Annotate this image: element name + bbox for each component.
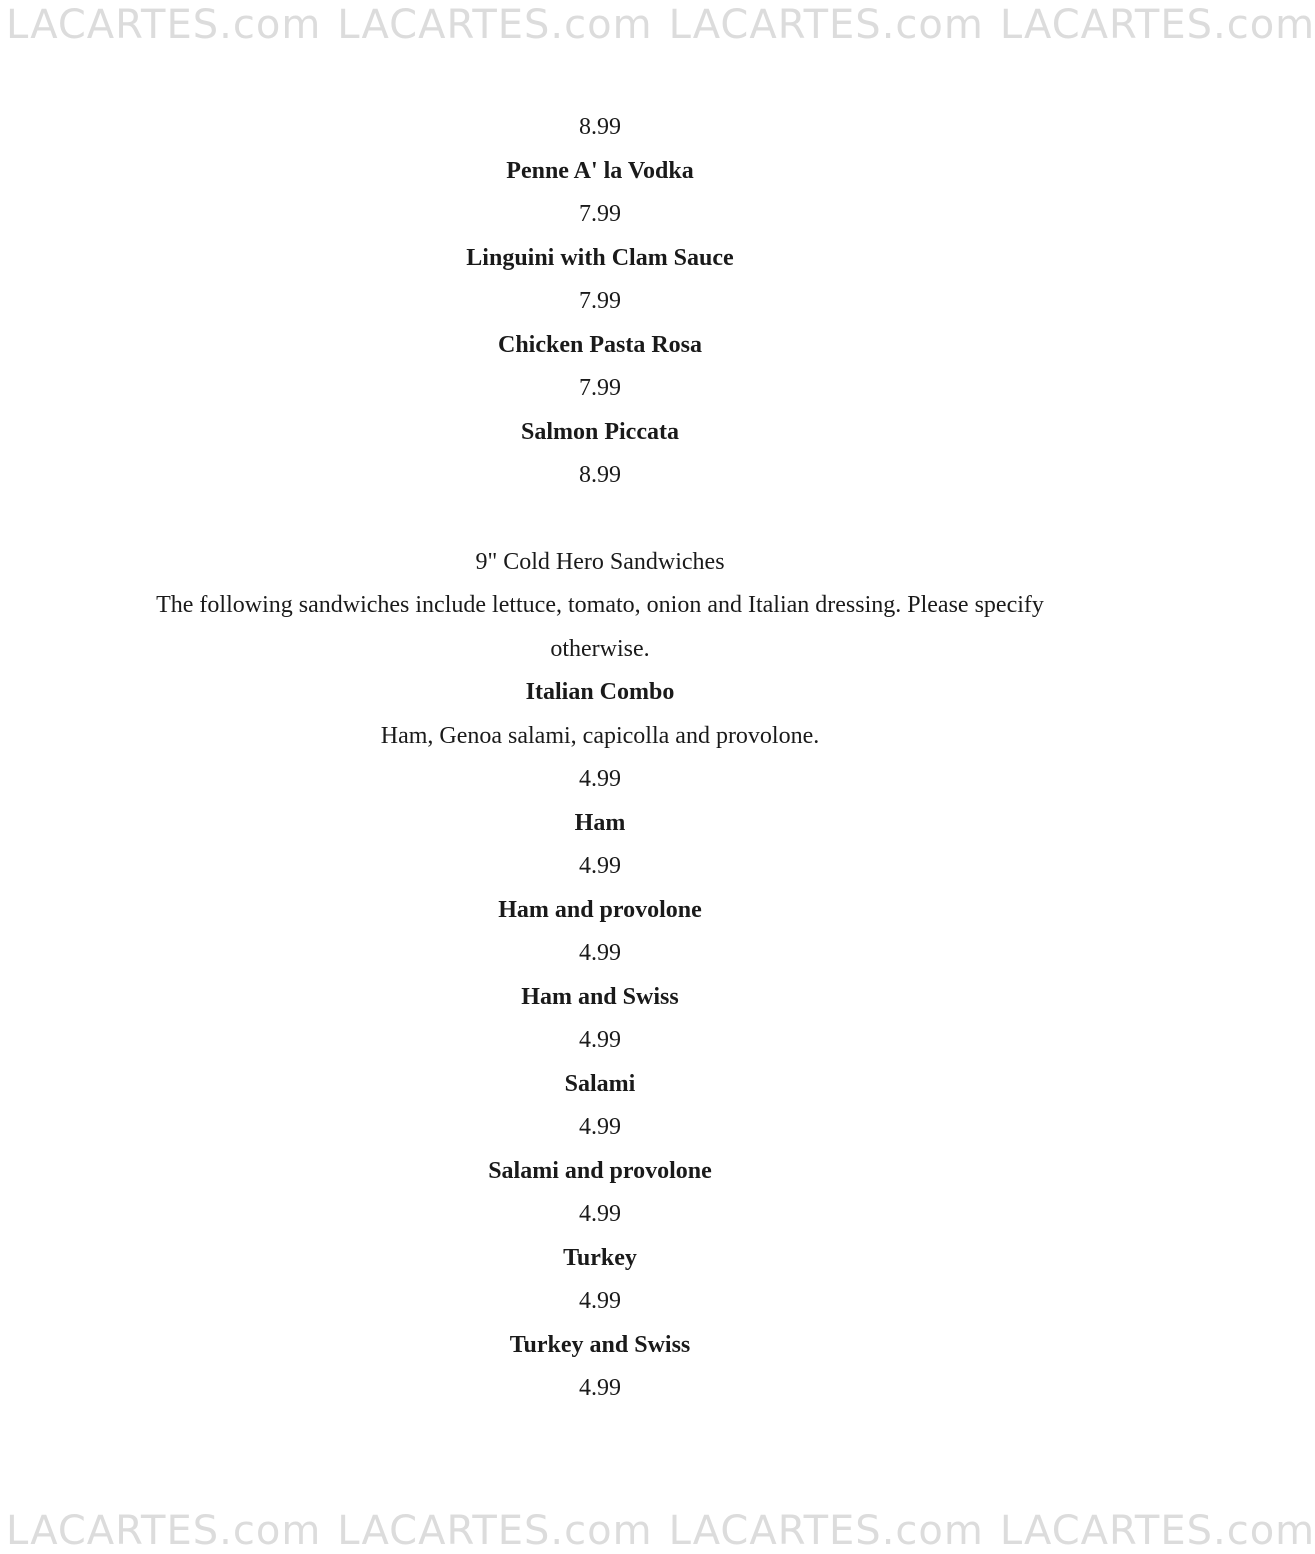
item-name: Linguini with Clam Sauce <box>466 244 734 271</box>
item-name: Penne A' la Vodka <box>506 157 694 184</box>
item-description: Ham, Genoa salami, capicolla and provolone. <box>380 722 820 749</box>
item-price: 8.99 <box>579 114 621 140</box>
watermark-text: LACARTES.com <box>6 1508 322 1554</box>
item-price: 4.99 <box>579 1375 621 1401</box>
watermark-text: LACARTES.com <box>337 1508 653 1554</box>
watermark-text: LACARTES.com <box>999 2 1315 48</box>
item-name: Ham and Swiss <box>521 983 679 1010</box>
item-price: 7.99 <box>579 288 621 314</box>
item-price: 4.99 <box>579 766 621 792</box>
item-price: 7.99 <box>579 375 621 401</box>
section-note: The following sandwiches include lettuce, tomato, onion and Italian dressing. Please specify otherwise. <box>156 592 1044 662</box>
item-name: Italian Combo <box>525 679 675 705</box>
item-price: 4.99 <box>579 1201 621 1227</box>
item-name: Turkey and Swiss <box>509 1331 691 1358</box>
item-price: 4.99 <box>579 1027 621 1053</box>
item-name: Salmon Piccata <box>521 418 679 445</box>
item-price: 7.99 <box>579 201 621 227</box>
item-name: Ham and provolone <box>498 896 702 923</box>
item-name: Turkey <box>563 1244 637 1271</box>
watermark-text: LACARTES.com <box>999 1508 1315 1554</box>
item-name: Chicken Pasta Rosa <box>497 331 702 358</box>
item-name: Salami and provolone <box>488 1157 712 1184</box>
section-title: 9" Cold Hero Sandwiches <box>475 548 725 575</box>
watermark-bottom <box>0 1508 1315 1554</box>
watermark-top <box>0 2 1315 48</box>
watermark-text: LACARTES.com <box>337 2 653 48</box>
section-spacer <box>0 498 1200 541</box>
menu-page <box>0 106 1200 1411</box>
watermark-text: LACARTES.com <box>6 2 322 48</box>
item-price: 4.99 <box>579 940 621 966</box>
watermark-text: LACARTES.com <box>668 1508 984 1554</box>
item-name: Salami <box>564 1070 636 1097</box>
item-price: 4.99 <box>579 1288 621 1314</box>
watermark-text: LACARTES.com <box>668 2 984 48</box>
item-price: 4.99 <box>579 1114 621 1140</box>
item-name: Ham <box>574 809 626 836</box>
item-price: 8.99 <box>579 462 621 488</box>
item-price: 4.99 <box>579 853 621 879</box>
